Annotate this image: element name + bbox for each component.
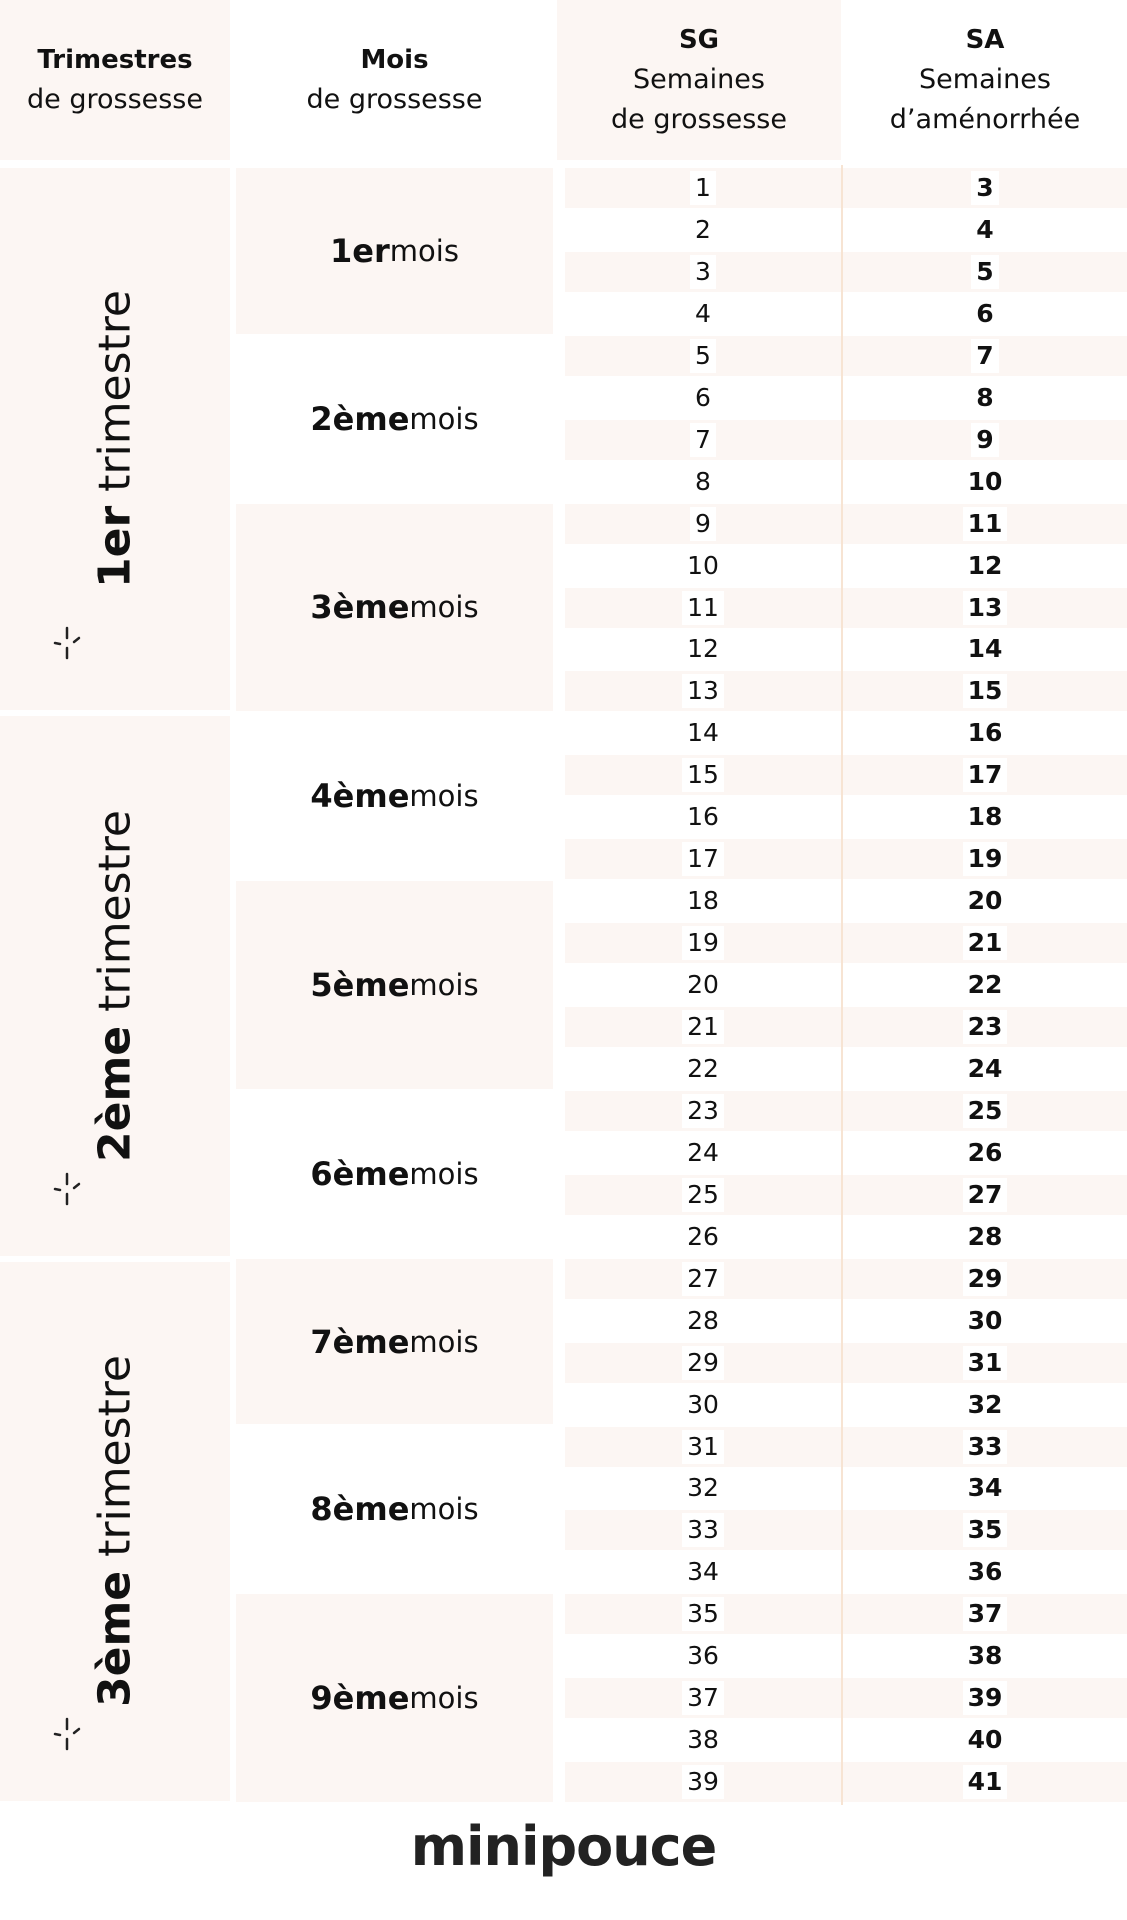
- sa-week-row: [843, 210, 1127, 250]
- sa-week-row: [843, 294, 1127, 334]
- sg-week-row: [565, 1552, 841, 1592]
- trimester-cell: [0, 716, 230, 1255]
- sa-week-row: [843, 1636, 1127, 1676]
- sa-week-value: 11: [963, 507, 1008, 541]
- sa-week-row: [843, 1762, 1127, 1802]
- sa-week-value: 19: [963, 842, 1008, 876]
- month-cell: [236, 504, 553, 712]
- sa-week-value: 34: [963, 1471, 1008, 1505]
- sa-week-value: 14: [963, 632, 1008, 666]
- trimester-number: 1er: [89, 506, 141, 589]
- trimester-text: trimestre: [89, 1355, 141, 1572]
- sg-week-value: 26: [682, 1220, 724, 1254]
- sg-week-row: [565, 168, 841, 208]
- sa-week-row: [843, 1343, 1127, 1383]
- sa-week-value: 7: [971, 339, 998, 373]
- sg-week-value: 4: [690, 297, 716, 331]
- sa-week-value: 40: [963, 1723, 1008, 1757]
- header-sa-sub1: Semaines: [919, 64, 1051, 95]
- sg-week-value: 35: [682, 1597, 724, 1631]
- sa-week-row: [843, 1049, 1127, 1089]
- sg-week-value: 20: [682, 968, 724, 1002]
- sg-week-value: 30: [682, 1388, 724, 1422]
- sg-week-value: 31: [682, 1430, 724, 1464]
- sa-week-row: [843, 378, 1127, 418]
- sa-week-value: 15: [963, 674, 1008, 708]
- sa-week-row: [843, 462, 1127, 502]
- sg-week-value: 21: [682, 1010, 724, 1044]
- sa-week-row: [843, 588, 1127, 628]
- sa-week-row: [843, 797, 1127, 837]
- sg-week-value: 38: [682, 1723, 724, 1757]
- sa-week-value: 31: [963, 1346, 1008, 1380]
- month-text: mois: [409, 1492, 479, 1527]
- sa-week-row: [843, 1091, 1127, 1131]
- month-number: 3ème: [310, 588, 410, 627]
- sparkle-icon: [50, 1172, 84, 1206]
- sa-week-row: [843, 713, 1127, 753]
- trimester-text: trimestre: [89, 290, 141, 507]
- sg-week-row: [565, 462, 841, 502]
- sa-week-value: 21: [963, 926, 1008, 960]
- month-text: mois: [409, 590, 479, 625]
- trimester-cell: [0, 168, 230, 710]
- sg-week-row: [565, 923, 841, 963]
- header-sa-sub2: d’aménorrhée: [889, 104, 1081, 135]
- sa-week-value: 20: [963, 884, 1008, 918]
- sa-week-value: 33: [963, 1430, 1008, 1464]
- header-sg: [557, 0, 841, 160]
- sa-week-value: 38: [963, 1639, 1008, 1673]
- sg-week-value: 12: [682, 632, 724, 666]
- header-mois-sub: de grossesse: [306, 84, 483, 115]
- sa-week-row: [843, 168, 1127, 208]
- sa-week-row: [843, 1385, 1127, 1425]
- header-sg-sub2: de grossesse: [611, 104, 787, 135]
- sg-week-row: [565, 378, 841, 418]
- sa-week-row: [843, 965, 1127, 1005]
- month-text: mois: [409, 968, 479, 1003]
- month-cell: [236, 336, 553, 502]
- sa-week-row: [843, 755, 1127, 795]
- sa-week-value: 16: [963, 716, 1008, 750]
- sa-week-value: 28: [963, 1220, 1008, 1254]
- sa-week-row: [843, 1133, 1127, 1173]
- sg-week-value: 39: [682, 1765, 724, 1799]
- sa-week-value: 8: [971, 381, 998, 415]
- sg-week-value: 11: [682, 591, 724, 625]
- sg-week-row: [565, 1468, 841, 1508]
- sg-week-row: [565, 1720, 841, 1760]
- sa-week-value: 12: [963, 549, 1008, 583]
- header-sg-sub1: Semaines: [633, 64, 765, 95]
- month-number: 4ème: [310, 777, 410, 816]
- sg-week-row: [565, 1301, 841, 1341]
- sg-week-value: 17: [682, 842, 724, 876]
- sg-week-row: [565, 671, 841, 711]
- sa-week-value: 13: [963, 591, 1008, 625]
- sg-week-row: [565, 1510, 841, 1550]
- sg-week-value: 2: [690, 213, 716, 247]
- sa-week-value: 39: [963, 1681, 1008, 1715]
- sg-week-row: [565, 210, 841, 250]
- sa-week-value: 24: [963, 1052, 1008, 1086]
- sg-week-row: [565, 629, 841, 669]
- sg-week-row: [565, 588, 841, 628]
- sg-week-value: 22: [682, 1052, 724, 1086]
- sa-week-value: 25: [963, 1094, 1008, 1128]
- sa-week-value: 27: [963, 1178, 1008, 1212]
- sa-week-value: 17: [963, 758, 1008, 792]
- sg-week-value: 10: [682, 549, 724, 583]
- header-trimestres-title: Trimestres: [37, 45, 193, 75]
- month-cell: [236, 168, 553, 334]
- sa-week-value: 4: [971, 213, 998, 247]
- sg-week-value: 25: [682, 1178, 724, 1212]
- sg-week-value: 8: [690, 465, 716, 499]
- month-number: 8ème: [310, 1490, 410, 1529]
- month-text: mois: [409, 1681, 479, 1716]
- trimester-number: 2ème: [89, 1025, 141, 1163]
- sg-week-value: 16: [682, 800, 724, 834]
- sparkle-icon: [50, 626, 84, 660]
- sa-week-row: [843, 336, 1127, 376]
- month-cell: [236, 1594, 553, 1802]
- sg-week-row: [565, 1259, 841, 1299]
- sa-week-row: [843, 1259, 1127, 1299]
- sg-week-row: [565, 546, 841, 586]
- trimester-label: [90, 810, 141, 1162]
- month-cell: [236, 713, 553, 879]
- month-cell: [236, 1427, 553, 1593]
- month-cell: [236, 1091, 553, 1257]
- sg-week-row: [565, 1636, 841, 1676]
- sa-week-row: [843, 839, 1127, 879]
- sg-week-value: 6: [690, 381, 716, 415]
- sg-week-row: [565, 1385, 841, 1425]
- sg-week-row: [565, 294, 841, 334]
- sg-week-row: [565, 1007, 841, 1047]
- month-text: mois: [389, 233, 459, 268]
- logo: minipouce: [410, 1815, 717, 1878]
- sg-week-value: 14: [682, 716, 724, 750]
- trimester-text: trimestre: [89, 810, 141, 1026]
- sa-week-row: [843, 1552, 1127, 1592]
- sa-week-row: [843, 1678, 1127, 1718]
- sg-week-row: [565, 797, 841, 837]
- sg-week-value: 7: [690, 423, 716, 457]
- header-sa-title: SA: [965, 25, 1005, 55]
- sa-week-row: [843, 1594, 1127, 1634]
- sa-week-value: 30: [963, 1304, 1008, 1338]
- sg-week-value: 15: [682, 758, 724, 792]
- sg-week-value: 32: [682, 1471, 724, 1505]
- sa-week-row: [843, 420, 1127, 460]
- sg-week-value: 9: [690, 507, 716, 541]
- header-mois-title: Mois: [360, 45, 429, 75]
- sg-week-row: [565, 1217, 841, 1257]
- sa-week-value: 10: [963, 465, 1008, 499]
- sg-week-row: [565, 252, 841, 292]
- month-text: mois: [409, 1156, 479, 1191]
- sg-week-row: [565, 713, 841, 753]
- sa-week-value: 9: [971, 423, 998, 457]
- sa-week-row: [843, 1427, 1127, 1467]
- sg-week-row: [565, 1678, 841, 1718]
- trimester-label: [90, 1355, 141, 1707]
- sa-week-row: [843, 923, 1127, 963]
- month-number: 5ème: [310, 966, 410, 1005]
- sa-week-row: [843, 504, 1127, 544]
- sg-week-row: [565, 1594, 841, 1634]
- sa-week-value: 5: [971, 255, 998, 289]
- sg-week-row: [565, 1427, 841, 1467]
- sg-week-value: 1: [690, 171, 716, 205]
- sg-week-value: 37: [682, 1681, 724, 1715]
- sa-week-row: [843, 881, 1127, 921]
- header-sa: [843, 0, 1127, 160]
- sa-week-row: [843, 1468, 1127, 1508]
- sg-week-value: 18: [682, 884, 724, 918]
- sa-week-row: [843, 671, 1127, 711]
- month-number: 7ème: [310, 1322, 410, 1361]
- sa-week-value: 22: [963, 968, 1008, 1002]
- sg-week-row: [565, 1175, 841, 1215]
- sg-week-value: 5: [690, 339, 716, 373]
- sg-week-row: [565, 1049, 841, 1089]
- month-number: 6ème: [310, 1154, 410, 1193]
- sg-week-row: [565, 965, 841, 1005]
- sparkle-icon: [50, 1717, 84, 1751]
- trimester-number: 3ème: [89, 1571, 141, 1708]
- sg-week-value: 23: [682, 1094, 724, 1128]
- header-trimestres: [0, 0, 230, 160]
- sg-week-row: [565, 1343, 841, 1383]
- sg-week-row: [565, 504, 841, 544]
- trimester-cell: [0, 1262, 230, 1801]
- column-divider: [841, 165, 843, 1805]
- sg-week-row: [565, 755, 841, 795]
- sg-week-row: [565, 839, 841, 879]
- sg-week-value: 13: [682, 674, 724, 708]
- sg-week-row: [565, 881, 841, 921]
- sa-week-row: [843, 546, 1127, 586]
- sg-week-value: 3: [690, 255, 716, 289]
- sg-week-value: 28: [682, 1304, 724, 1338]
- month-cell: [236, 1259, 553, 1425]
- trimester-label: [90, 290, 141, 588]
- sg-week-value: 36: [682, 1639, 724, 1673]
- sa-week-value: 6: [971, 297, 998, 331]
- sa-week-row: [843, 1217, 1127, 1257]
- sa-week-row: [843, 1301, 1127, 1341]
- sg-week-value: 27: [682, 1262, 724, 1296]
- sg-week-value: 29: [682, 1346, 724, 1380]
- month-number: 9ème: [310, 1679, 410, 1718]
- sg-week-row: [565, 1133, 841, 1173]
- sa-week-value: 18: [963, 800, 1008, 834]
- sa-week-value: 26: [963, 1136, 1008, 1170]
- sg-week-row: [565, 420, 841, 460]
- sg-week-row: [565, 1762, 841, 1802]
- month-cell: [236, 881, 553, 1089]
- sg-week-value: 34: [682, 1555, 724, 1589]
- header-mois: [236, 0, 553, 160]
- sa-week-row: [843, 252, 1127, 292]
- sa-week-row: [843, 1510, 1127, 1550]
- month-text: mois: [409, 779, 479, 814]
- sg-week-value: 24: [682, 1136, 724, 1170]
- header-sg-title: SG: [678, 25, 720, 55]
- sa-week-row: [843, 1175, 1127, 1215]
- sa-week-value: 29: [963, 1262, 1008, 1296]
- sg-week-value: 33: [682, 1513, 724, 1547]
- sg-week-row: [565, 336, 841, 376]
- month-number: 1er: [330, 231, 390, 270]
- month-text: mois: [409, 1324, 479, 1359]
- month-number: 2ème: [310, 399, 410, 438]
- header-trimestres-sub: de grossesse: [27, 84, 203, 115]
- sa-week-row: [843, 1720, 1127, 1760]
- sa-week-value: 3: [971, 171, 998, 205]
- sa-week-value: 35: [963, 1513, 1008, 1547]
- sa-week-value: 41: [963, 1765, 1008, 1799]
- sa-week-value: 37: [963, 1597, 1008, 1631]
- sg-week-row: [565, 1091, 841, 1131]
- sa-week-value: 36: [963, 1555, 1008, 1589]
- sg-week-value: 19: [682, 926, 724, 960]
- month-text: mois: [409, 401, 479, 436]
- sa-week-row: [843, 629, 1127, 669]
- sa-week-value: 32: [963, 1388, 1008, 1422]
- sa-week-row: [843, 1007, 1127, 1047]
- sa-week-value: 23: [963, 1010, 1008, 1044]
